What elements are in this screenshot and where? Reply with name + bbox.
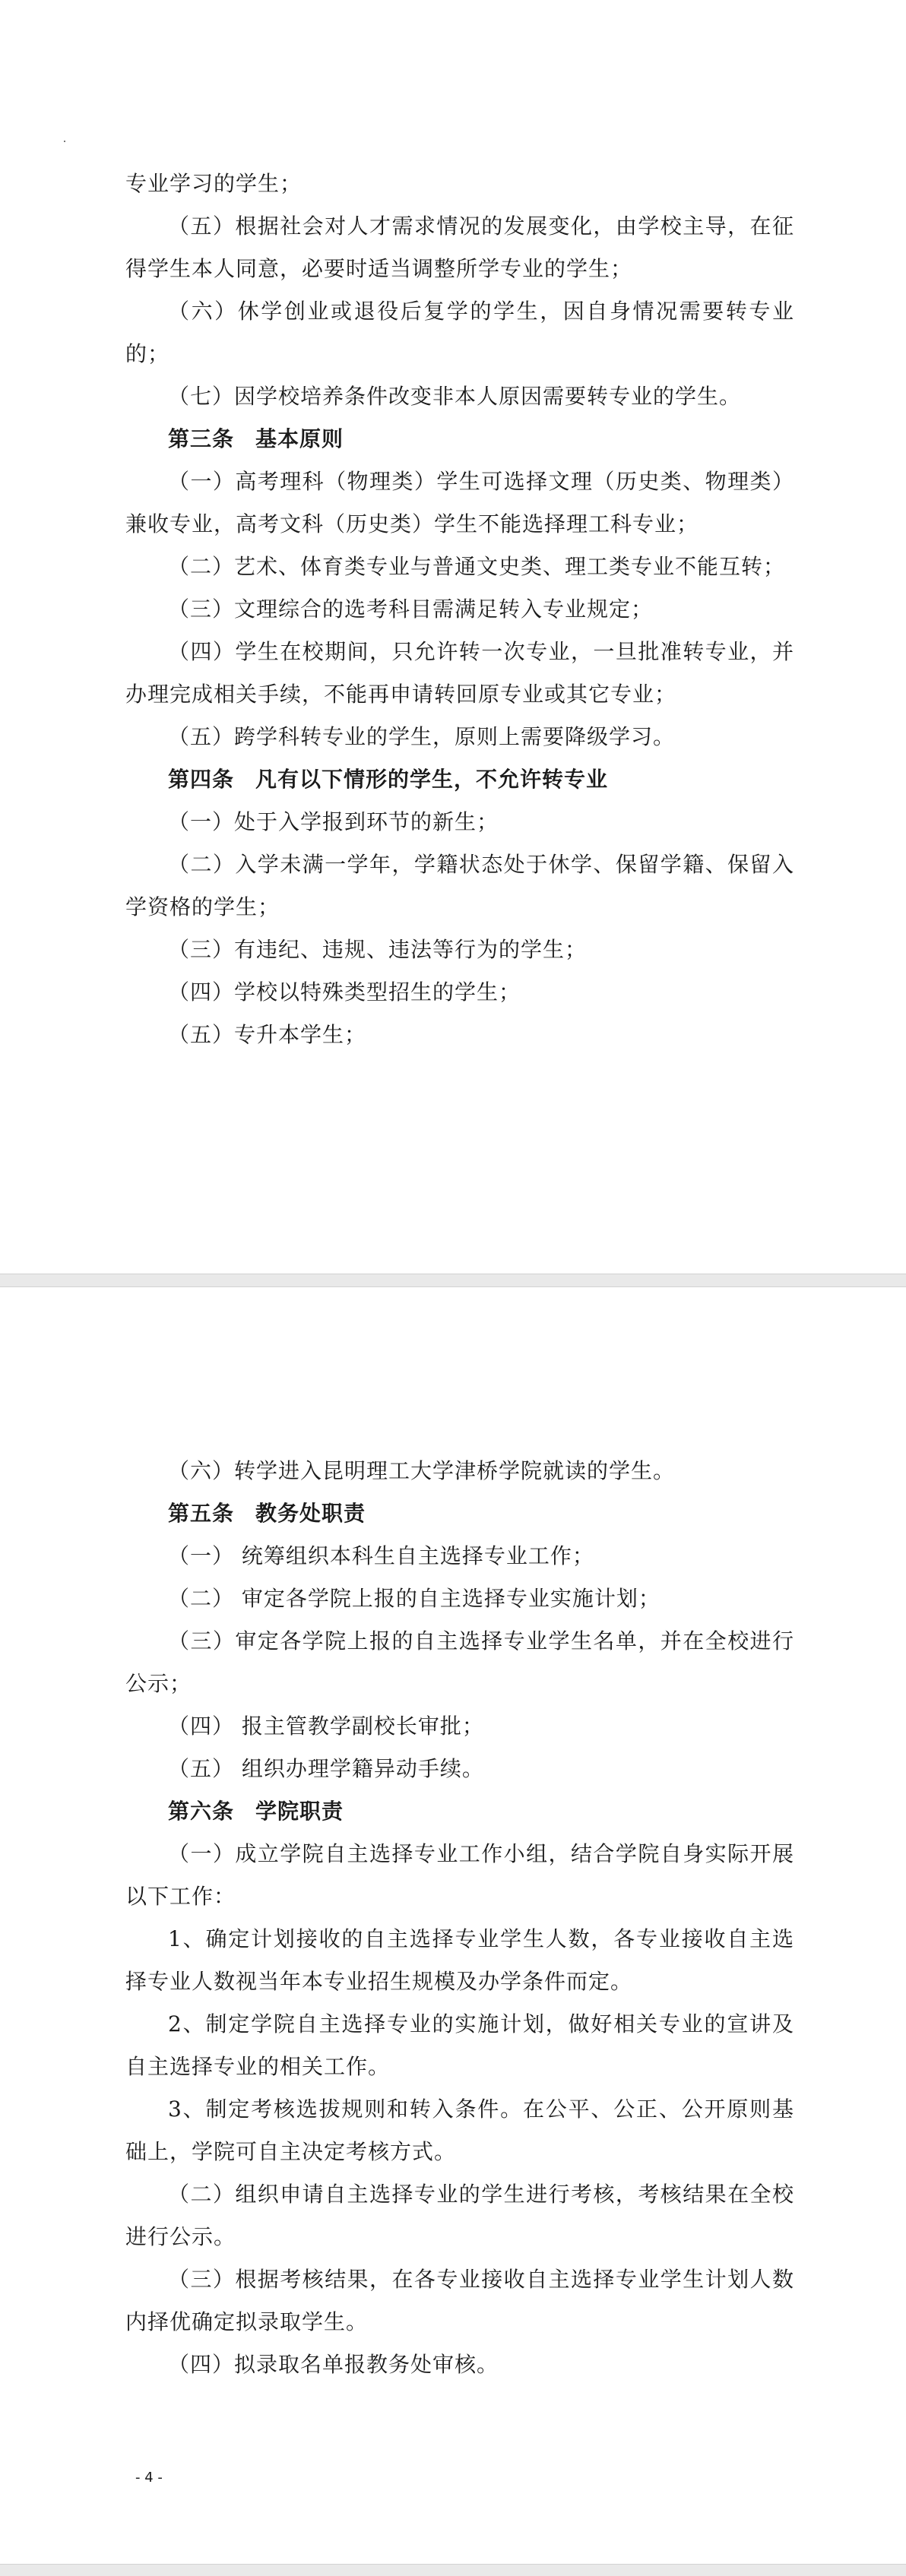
article-number: 第三条	[168, 426, 235, 451]
clause-paragraph: （五）根据社会对人才需求情况的发展变化，由学校主导，在征得学生本人同意，必要时适当调整所学专业的学生；	[125, 214, 794, 281]
article-number: 第五条	[168, 1501, 235, 1526]
article-heading	[125, 1790, 794, 1833]
article-title: 凡有以下情形的学生，不允许转专业	[255, 767, 609, 792]
clause-paragraph: （七）因学校培养条件改变非本人原因需要转专业的学生。	[168, 384, 742, 409]
clause-paragraph: （二）艺术、体育类专业与普通文史类、理工类专业不能互转；	[168, 554, 786, 579]
clause-paragraph: （六）转学进入昆明理工大学津桥学院就读的学生。	[168, 1458, 676, 1483]
clause-paragraph: （三）文理综合的选考科目需满足转入专业规定；	[168, 597, 654, 622]
article-number: 第四条	[168, 767, 235, 792]
article-title: 学院职责	[255, 1799, 344, 1824]
page-1-body	[125, 163, 794, 1056]
clause-paragraph: （二） 审定各学院上报的自主选择专业实施计划；	[168, 1586, 660, 1611]
article-heading	[125, 1492, 794, 1535]
clause-paragraph: （六）休学创业或退役后复学的学生，因自身情况需要转专业的；	[125, 299, 794, 366]
page-bottom-divider	[0, 2564, 906, 2565]
clause-paragraph: （二）入学未满一学年，学籍状态处于休学、保留学籍、保留入学资格的学生；	[125, 852, 794, 919]
clause-paragraph: （四）学校以特殊类型招生的学生；	[168, 979, 521, 1005]
clause-paragraph: （一）高考理科（物理类）学生可选择文理（历史类、物理类）兼收专业，高考文科（历史类）学生不能选择理工科专业；	[125, 469, 794, 536]
article-title: 教务处职责	[255, 1501, 366, 1526]
clause-paragraph: （一）处于入学报到环节的新生；	[168, 809, 499, 834]
scan-speck	[64, 141, 65, 142]
clause-paragraph: （四） 报主管教学副校长审批；	[168, 1714, 484, 1739]
article-heading	[125, 758, 794, 801]
clause-paragraph: （三）有违纪、违规、违法等行为的学生；	[168, 937, 588, 962]
clause-paragraph: （一） 统筹组织本科生自主选择专业工作；	[168, 1543, 594, 1568]
page-number: - 4 -	[135, 2470, 163, 2486]
clause-paragraph: （二）组织申请自主选择专业的学生进行考核，考核结果在全校进行公示。	[125, 2182, 794, 2249]
page-2-body	[125, 1450, 794, 2386]
clause-paragraph: （五）跨学科转专业的学生，原则上需要降级学习。	[168, 724, 676, 749]
clause-paragraph: （三）根据考核结果，在各专业接收自主选择专业学生计划人数内择优确定拟录取学生。	[125, 2267, 794, 2334]
clause-paragraph: （五） 组织办理学籍异动手续。	[168, 1756, 484, 1781]
clause-paragraph: 专业学习的学生；	[125, 171, 303, 196]
article-number: 第六条	[168, 1799, 235, 1824]
clause-paragraph: （五）专升本学生；	[168, 1022, 367, 1047]
clause-paragraph: （一）成立学院自主选择专业工作小组，结合学院自身实际开展以下工作：	[125, 1841, 794, 1909]
clause-paragraph: 1、确定计划接收的自主选择专业学生人数，各专业接收自主选择专业人数视当年本专业招生规模及办学条件而定。	[125, 1926, 794, 1994]
clause-paragraph: （三）审定各学院上报的自主选择专业学生名单，并在全校进行公示；	[125, 1628, 794, 1696]
article-heading	[125, 418, 794, 460]
clause-paragraph: 3、制定考核选拔规则和转入条件。在公平、公正、公开原则基础上，学院可自主决定考核方式。	[125, 2097, 794, 2164]
clause-paragraph: （四）拟录取名单报教务处审核。	[168, 2352, 499, 2377]
clause-paragraph: （四）学生在校期间，只允许转一次专业，一旦批准转专业，并办理完成相关手续，不能再申请转回原专业或其它专业；	[125, 639, 794, 707]
clause-paragraph: 2、制定学院自主选择专业的实施计划，做好相关专业的宣讲及自主选择专业的相关工作。	[125, 2011, 794, 2079]
article-title: 基本原则	[255, 426, 344, 451]
